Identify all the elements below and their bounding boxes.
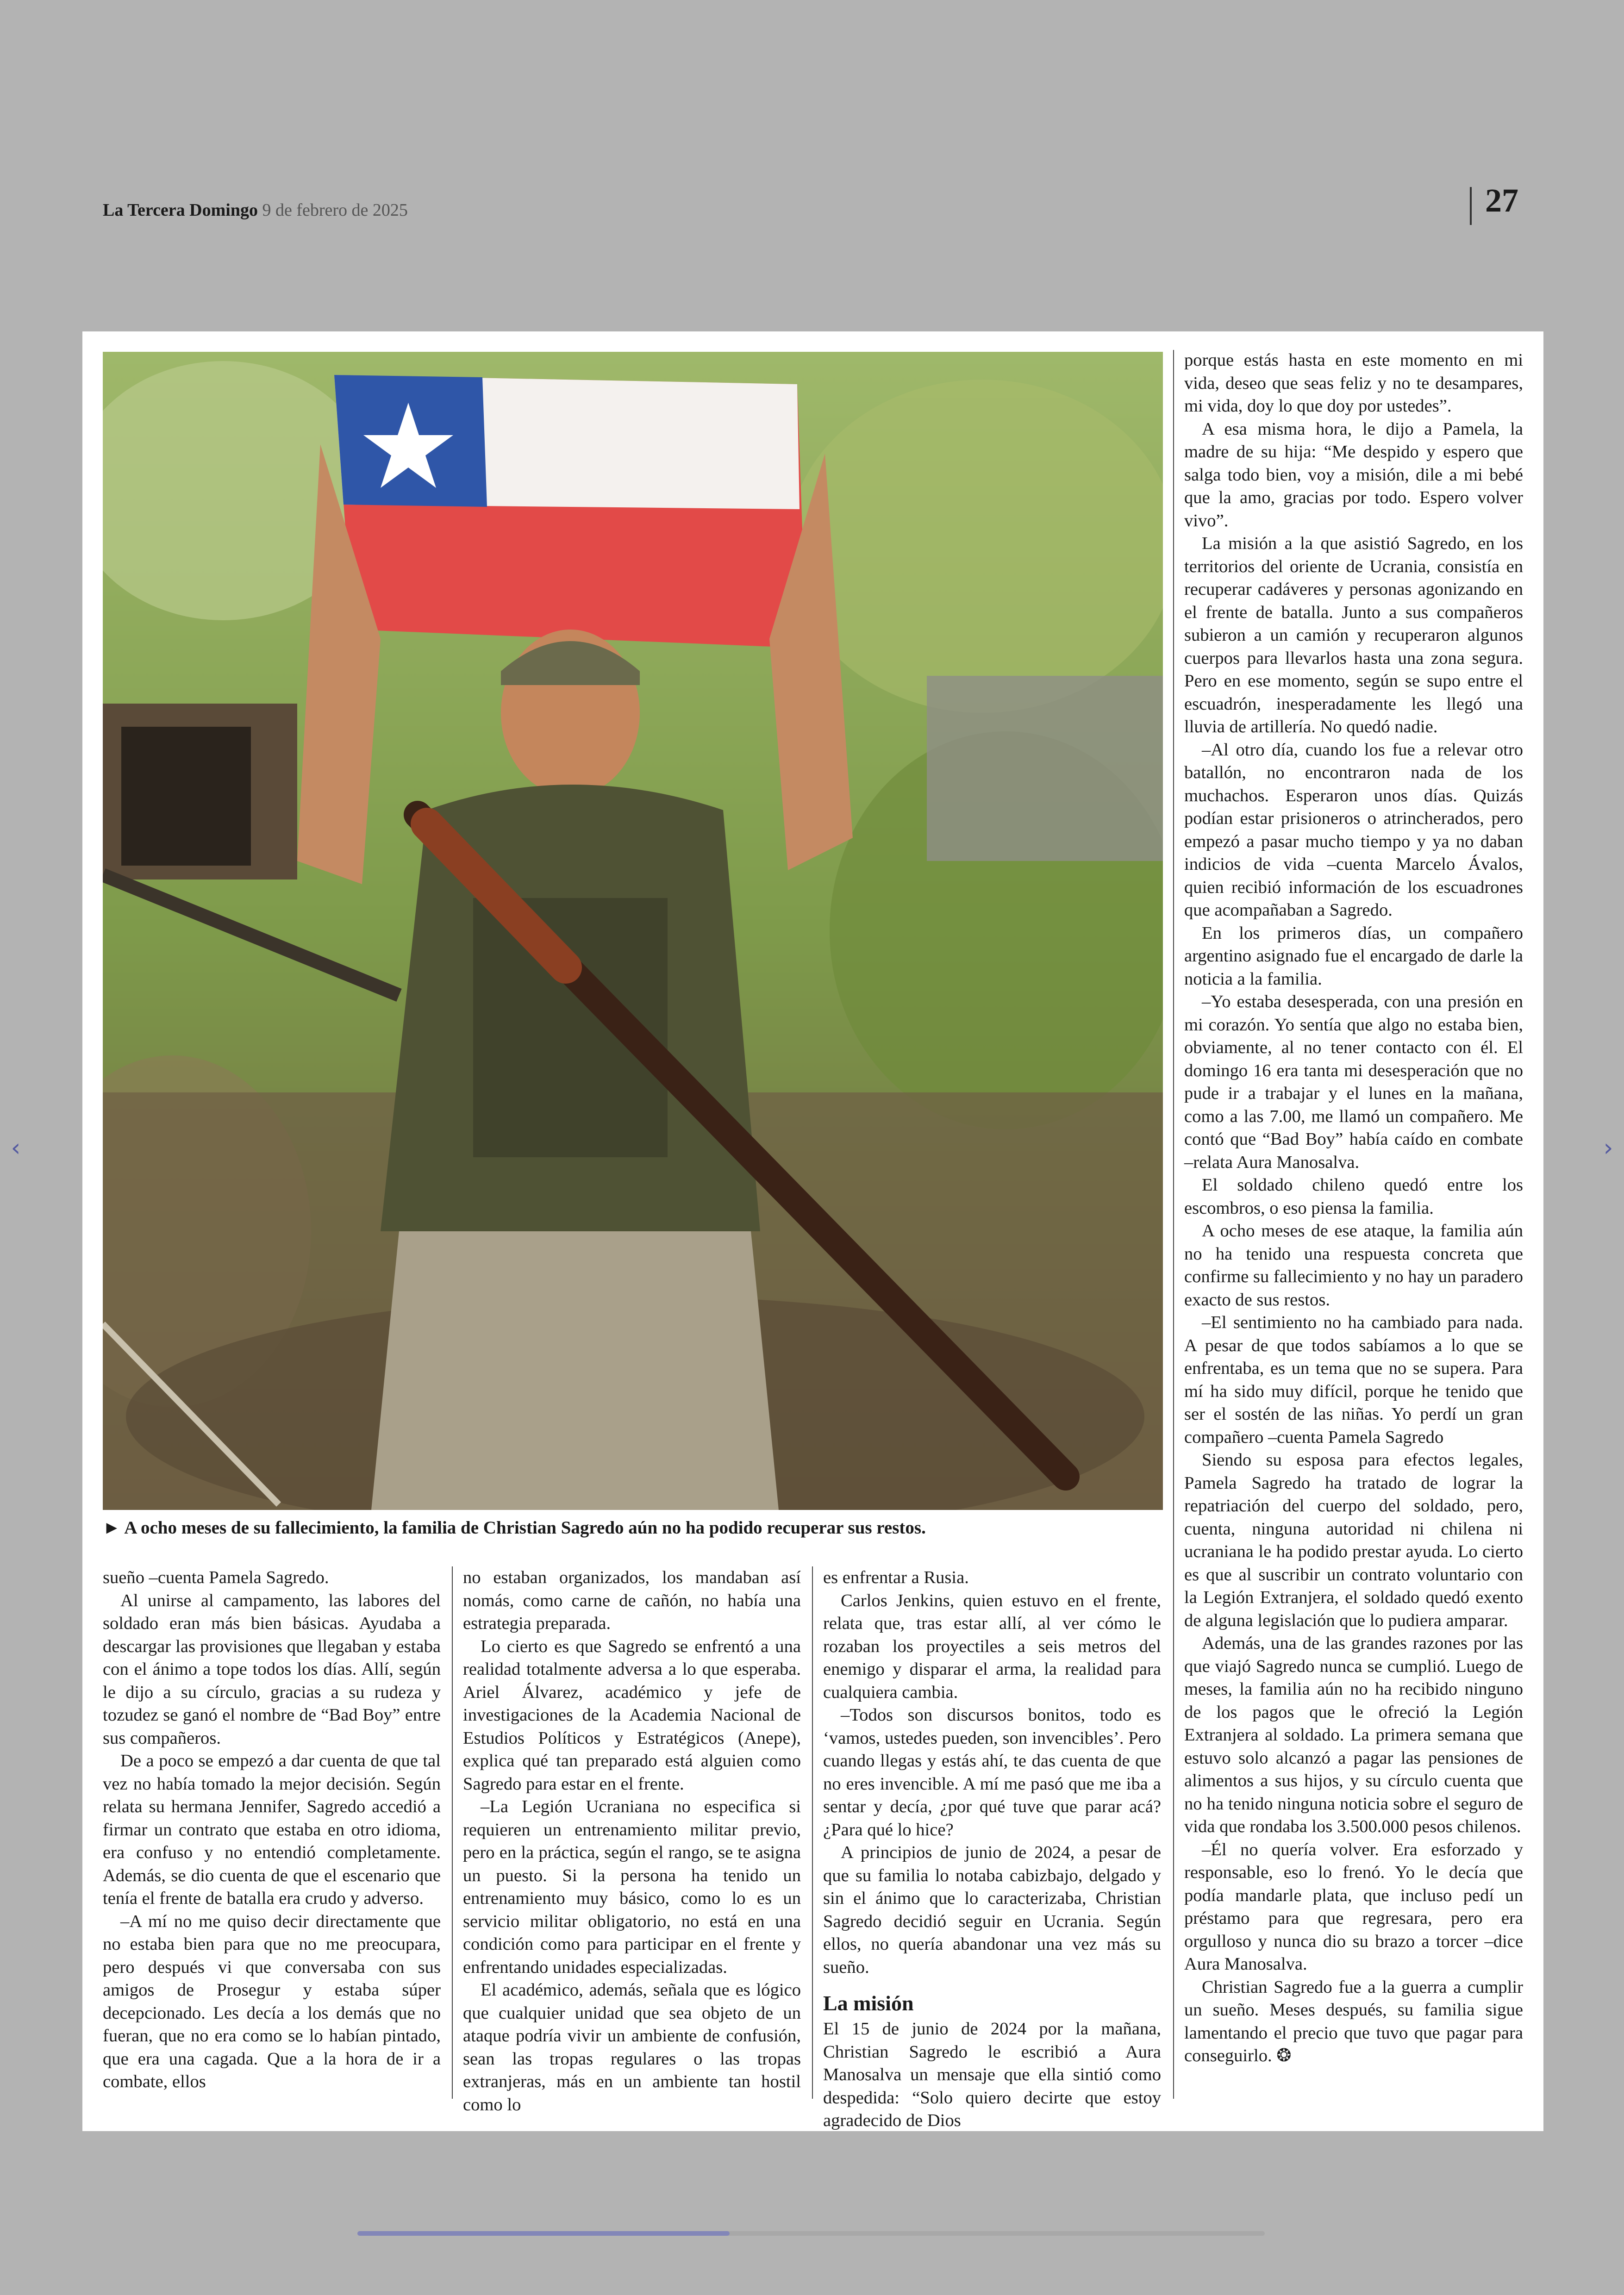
section-heading: La misión [823, 1991, 914, 2015]
paragraph: Siendo su esposa para efectos legales, Pamela Sagredo ha tratado de lograr la repatriación del cuerpo del soldado, pero, cuenta, ninguna autoridad ni chilena ni ucraniana le ha podido prestar ayuda. Lo cierto es que al suscribir un contrato voluntario con la Legión Extranjera, el soldado quedó exento de alguna legislación que lo pudiera amparar. [1184, 1450, 1523, 1630]
reading-progress-bar[interactable] [357, 2231, 1265, 2236]
paragraph: es enfrentar a Rusia. [823, 1568, 969, 1587]
paragraph: El 15 de junio de 2024 por la mañana, Christian Sagredo le escribió a Aura Manosalva un mensaje que ella sintió como despedida: “Solo quiero decirte que estoy agradecido de Dios [823, 2019, 1161, 2130]
paragraph: –Yo estaba desesperada, con una presión en mi corazón. Yo sentía que algo no estaba bien, obviamente, al no tener contacto con él. El domingo 16 era tanta mi desesperación que no pude ir a trabajar y el lunes en la mañana, como a las 7.00, me llamó un compañero. Me contó que “Bad Boy” había caído en combate –relata Aura Manosalva. [1184, 992, 1523, 1172]
header-divider [1470, 187, 1472, 225]
article-column-2 [463, 1566, 801, 2116]
paragraph: En los primeros días, un compañero argentino asignado fue el encargado de darle la noticia a la familia. [1184, 923, 1523, 989]
paragraph: Carlos Jenkins, quien estuvo en el frente, relata que, tras estar allí, al ver cómo le rozaban los proyectiles a seis metros del enemigo y disparar el arma, la realidad para cualquiera cambia. [823, 1590, 1161, 1702]
paragraph: Lo cierto es que Sagredo se enfrentó a una realidad totalmente adversa a lo que esperaba. Ariel Álvarez, académico y jefe de investigaciones de la Academia Nacional de Estudios Políticos y Estratégicos (Anepe), explica qué tan preparado está alguien como Sagredo para estar en el frente. [463, 1636, 801, 1794]
paragraph: Además, una de las grandes razones por las que viajó Sagredo nunca se cumplió. Luego de meses, la familia aún no ha recibido ninguno de los pagos que le ofreció la Legión Extranjera al soldado. La primera semana que estuvo solo alcanzó a pagar las pensiones de alimentos a sus hijos, y su círculo cuenta que no ha tenido ninguna noticia sobre el seguro de vida que rondaba los 3.500.000 pesos chilenos. [1184, 1634, 1523, 1836]
paragraph: De a poco se empezó a dar cuenta de que tal vez no había tomado la mejor decisión. Según relata su hermana Jennifer, Sagredo accedió a firmar un contrato que estaba en otro idioma, era confuso y no entendió completamente. Además, se dio cuenta de que el escenario que tenía el frente de batalla era crudo y adverso. [103, 1751, 441, 1908]
chevron-left-icon: ‹ [11, 1134, 21, 1162]
newspaper-page [82, 331, 1543, 2131]
previous-page-button[interactable] [5, 1129, 27, 1166]
page-header-publication [103, 200, 408, 220]
paragraph: Christian Sagredo fue a la guerra a cumplir un sueño. Meses después, su familia sigue lamentando el precio que tuvo que pagar para conseguirlo. ❂ [1184, 1977, 1523, 2065]
chevron-right-icon: › [1603, 1134, 1613, 1162]
paragraph: –Él no quería volver. Era esforzado y responsable, eso lo frenó. Yo le decía que podía mandarle plata, que incluso pedí un préstamo para que regresara, pero era orgulloso y nunca dio su brazo a torcer –dice Aura Manosalva. [1184, 1840, 1523, 1974]
chilean-flag [334, 375, 806, 648]
paragraph: –El sentimiento no ha cambiado para nada. A pesar de que todos sabíamos a lo que se enfrentaba, es un tema que no se supera. Para mí ha sido muy difícil, porque he tenido que ser el sostén de las niñas. Yo perdí un gran compañero –cuenta Pamela Sagredo [1184, 1313, 1523, 1447]
column-divider [1173, 350, 1174, 2099]
paragraph: Al unirse al campamento, las labores del soldado eran más bien básicas. Ayudaba a descargar las provisiones que llegaban y estaba con el ánimo a tope todos los días. Allí, según le dijo a su círculo, gracias a su rudeza y tozudez se ganó el nombre de “Bad Boy” entre sus compañeros. [103, 1590, 441, 1748]
article-column-3 [823, 1566, 1161, 2133]
article-column-1 [103, 1566, 441, 2094]
paragraph: El académico, además, señala que es lógico que cualquier unidad que sea objeto de un ataque podría vivir un ambiente de confusión, sean las tropas regulares o las tropas extranjeras, más en un ambiente tan hostil como lo [463, 1980, 801, 2114]
paragraph: A ocho meses de ese ataque, la familia aún no ha tenido una respuesta concreta que confirme su fallecimiento y no hay un paradero exacto de sus restos. [1184, 1221, 1523, 1310]
reading-progress-fill [357, 2231, 730, 2236]
paragraph: A esa misma hora, le dijo a Pamela, la madre de su hija: “Me despido y espero que salga todo bien, voy a misión, dile a mi bebé que la amo, gracias por todo. Espero volver vivo”. [1184, 419, 1523, 530]
page-number: 27 [1485, 182, 1518, 219]
next-page-button[interactable] [1597, 1129, 1619, 1166]
paragraph: El soldado chileno quedó entre los escombros, o eso piensa la familia. [1184, 1175, 1523, 1218]
column-divider [452, 1566, 453, 2099]
paragraph: –Todos son discursos bonitos, todo es ‘vamos, ustedes pueden, son invencibles’. Pero cuando llegas y estás ahí, te das cuenta de que no eres invencible. A mí me pasó que me iba a sentar y decía, ¿por qué tuve que parar acá? ¿Para qué lo hice? [823, 1705, 1161, 1840]
paragraph: –A mí no me quiso decir directamente que no estaba bien para que no me preocupara, pero después vi que conversaba con sus amigos de Prosegur y estaba súper decepcionado. Les decía a los demás que no fueran, que no era como se lo habían pintado, que era una cagada. Que a la hora de ir a combate, ellos [103, 1911, 441, 2091]
paragraph: La misión a la que asistió Sagredo, en los territorios del oriente de Ucrania, consistía en recuperar cadáveres y personas agonizando en el frente de batalla. Junto a sus compañeros subieron a un camión y recuperaron algunos cuerpos para llevarlos hasta una zona segura. Pero en ese momento, según se supo entre el escuadrón, inesperadamente les llegó una lluvia de artillería. No quedó nadie. [1184, 534, 1523, 736]
paragraph: sueño –cuenta Pamela Sagredo. [103, 1568, 329, 1587]
paragraph: porque estás hasta en este momento en mi vida, deseo que seas feliz y no te desampares, mi vida, doy lo que doy por ustedes”. [1184, 350, 1523, 416]
article-photo [103, 352, 1163, 1510]
issue-date: 9 de febrero de 2025 [262, 200, 408, 220]
paragraph: –Al otro día, cuando los fue a relevar otro batallón, no encontraron nada de los muchachos. Esperaron unos días. Quizás podían estar prisioneros o atrincherados, pero empezó a pasar mucho tiempo y ya no daban indicios de vida –cuenta Marcelo Ávalos, quien recibió información de los escuadrones que acompañaban a Sagredo. [1184, 740, 1523, 920]
photo-caption: ► A ocho meses de su fallecimiento, la familia de Christian Sagredo aún no ha podido recuperar sus restos. [103, 1518, 926, 1538]
column-divider [812, 1566, 813, 2099]
publication-name: La Tercera Domingo [103, 200, 258, 220]
paragraph: A principios de junio de 2024, a pesar de que su familia lo notaba cabizbajo, delgado y sin el ánimo que lo caracterizaba, Christian Sagredo decidió seguir en Ucrania. Según ellos, no quería abandonar una vez más su sueño. [823, 1843, 1161, 1977]
paragraph: no estaban organizados, los mandaban así nomás, como carne de cañón, no había una estrategia preparada. [463, 1568, 801, 1633]
article-column-4 [1184, 349, 1523, 2068]
paragraph: –La Legión Ucraniana no especifica si requieren un entrenamiento militar previo, pero en la práctica, según el rango, se te asigna un puesto. Si la persona ha tenido un entrenamiento muy básico, como lo es un servicio militar obligatorio, no está en una condición como para participar en el frente y enfrentando unidades especializadas. [463, 1797, 801, 1977]
